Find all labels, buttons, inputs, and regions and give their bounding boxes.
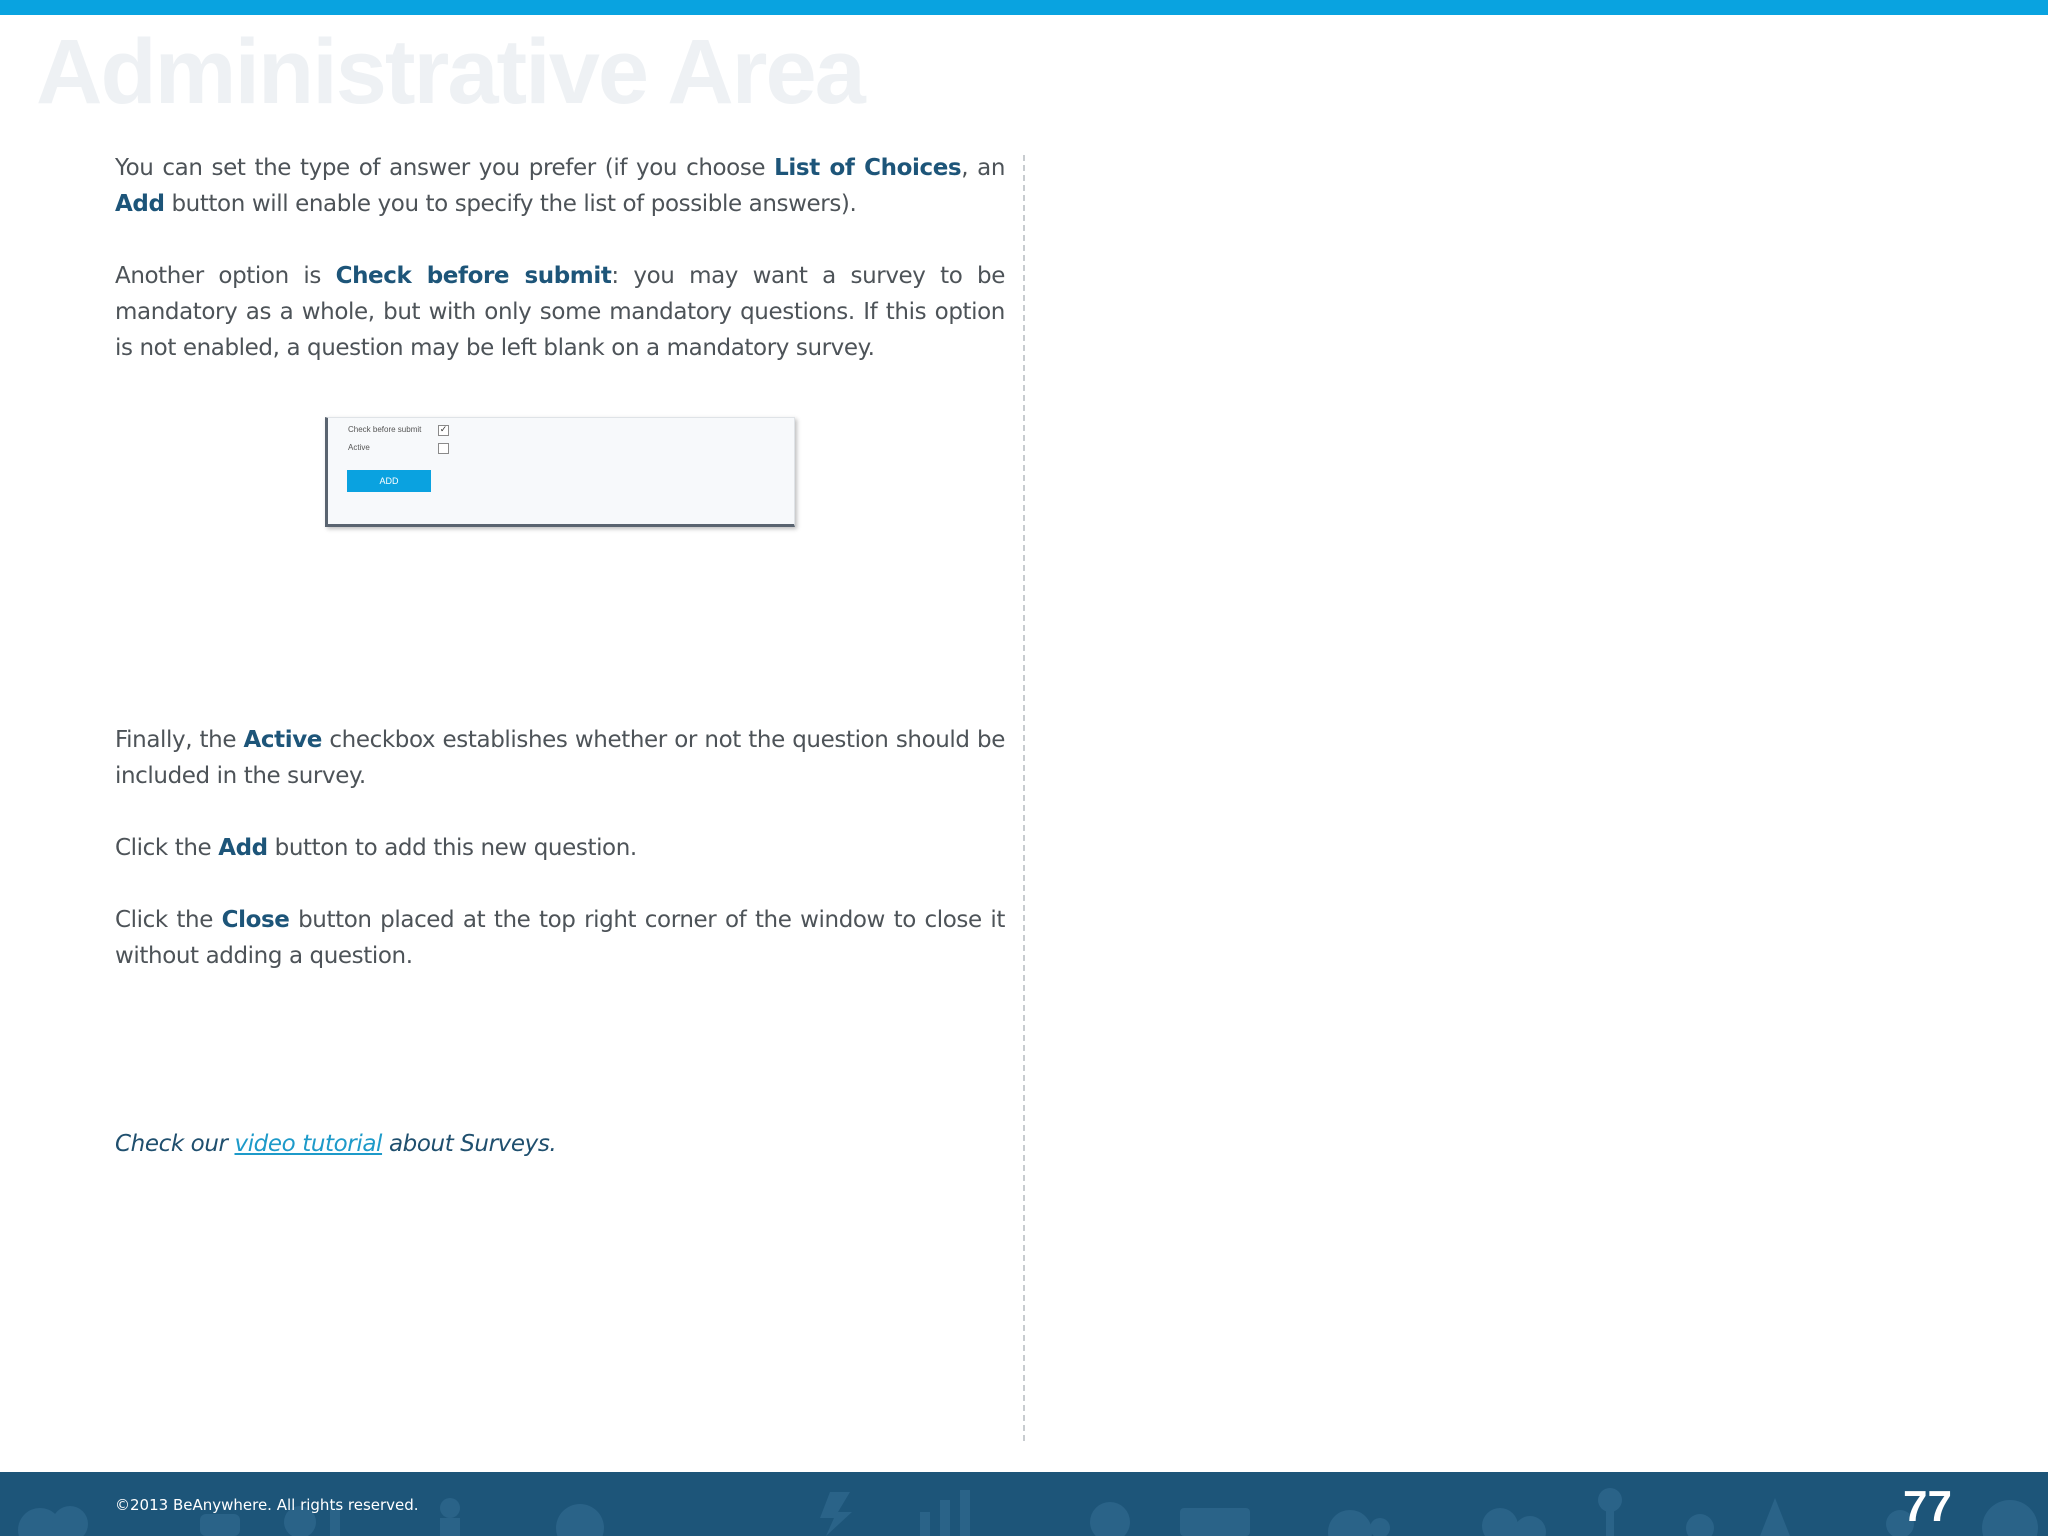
text-run: You can set the type of answer you prefer (if you choose — [115, 155, 775, 181]
text-run: Click the — [115, 907, 222, 933]
paragraph-active — [115, 722, 1005, 794]
top-accent-bar — [0, 0, 2048, 15]
add-button[interactable]: ADD — [347, 470, 431, 492]
page-title: Administrative Area — [36, 21, 864, 123]
tutorial-suffix: about Surveys. — [382, 1131, 557, 1157]
bold-term: Check before submit — [335, 263, 612, 289]
footer — [0, 1472, 2048, 1536]
text-run: button to add this new question. — [267, 835, 637, 861]
text-run: Click the — [115, 835, 219, 861]
paragraph-check-before-submit — [115, 258, 1005, 366]
tutorial-prefix: Check our — [115, 1131, 235, 1157]
bold-term: List of Choices — [774, 155, 962, 181]
bold-term: Active — [243, 727, 323, 753]
text-run: : you may want a survey to be mandatory as a whole, but with only some mandatory questions. If this option is not enabled, a question may be left blank on a mandatory survey. — [115, 263, 1005, 361]
paragraph-close — [115, 902, 1005, 974]
text-run: Another option is — [115, 263, 336, 289]
text-run: button will enable you to specify the list of possible answers). — [164, 191, 857, 217]
dialog-screenshot — [325, 417, 795, 527]
bold-term: Close — [221, 907, 290, 933]
text-run: Finally, the — [115, 727, 244, 753]
text-run: checkbox establishes whether or not the question should be included in the survey. — [115, 727, 1005, 789]
tutorial-note — [115, 1126, 1005, 1162]
video-tutorial-link[interactable]: video tutorial — [234, 1131, 383, 1157]
text-run: , an — [961, 155, 1005, 181]
check-before-submit-checkbox[interactable]: ✓ — [439, 425, 448, 435]
paragraph-answer-type — [115, 150, 1005, 222]
paragraph-add — [115, 830, 1005, 866]
page-number: 77 — [1903, 1482, 1952, 1531]
active-checkbox[interactable] — [438, 443, 449, 454]
active-label: Active — [348, 443, 370, 452]
bold-term: Add — [218, 835, 268, 861]
column-divider — [1023, 155, 1025, 1441]
bold-term: Add — [115, 191, 165, 217]
text-run: button placed at the top right corner of the window to close it without adding a question. — [115, 907, 1005, 969]
footer-copyright: ©2013 BeAnywhere. All rights reserved. — [115, 1496, 419, 1514]
check-before-submit-label: Check before submit — [348, 425, 422, 434]
